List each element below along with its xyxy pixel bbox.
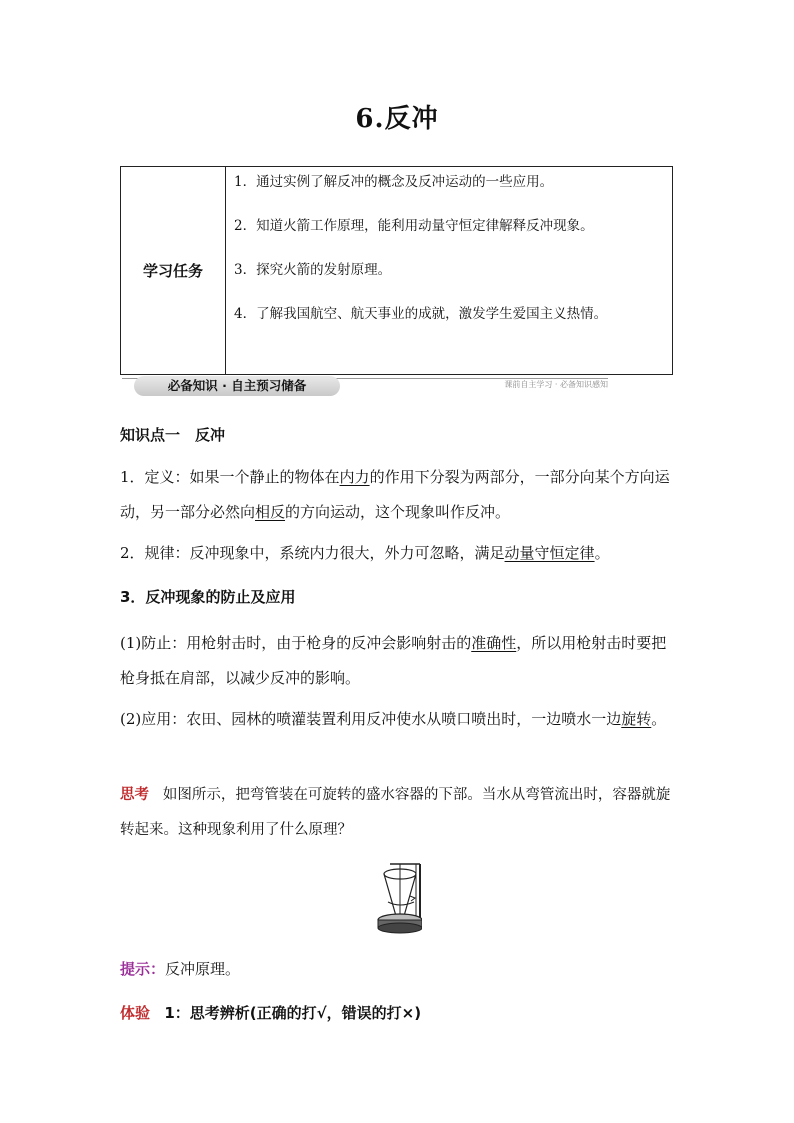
underlined-answer: 内力 bbox=[339, 468, 370, 486]
text-span: 1．定义：如果一个静止的物体在 bbox=[120, 468, 340, 486]
text-span: (1)防止：用枪射击时，由于枪身的反冲会影响射击的 bbox=[120, 634, 472, 652]
underlined-answer: 相反 bbox=[255, 503, 286, 521]
experience-text: 1：思考辨析(正确的打√，错误的打×) bbox=[164, 1004, 422, 1022]
task-list bbox=[226, 167, 672, 374]
text-span: 的作用下分裂为两部分，一部分向某个方向运动，另一部分必然向 bbox=[120, 468, 670, 521]
hint-label: 提示： bbox=[120, 960, 166, 978]
definition-paragraph bbox=[120, 460, 680, 530]
task-item: 1．通过实例了解反冲的概念及反冲运动的一些应用。 bbox=[234, 174, 554, 190]
banner-title: 必备知识 · 自主预习储备 bbox=[134, 376, 340, 396]
section-banner bbox=[122, 376, 608, 398]
learning-task-table bbox=[120, 166, 673, 375]
text-span: ，所以用枪射击时要把枪身抵在肩部，以减少反冲的影响。 bbox=[120, 634, 667, 687]
rotating-container-figure bbox=[374, 858, 422, 934]
task-item: 2．知道火箭工作原理，能利用动量守恒定律解释反冲现象。 bbox=[234, 218, 594, 234]
banner-subtitle: 课前自主学习 · 必备知识感知 bbox=[504, 380, 608, 389]
text-span: 。 bbox=[651, 710, 667, 728]
underlined-answer: 旋转 bbox=[621, 710, 652, 728]
application-paragraph bbox=[120, 702, 680, 737]
page-title: 6.反冲 bbox=[355, 104, 439, 134]
hint-text: 反冲原理。 bbox=[165, 960, 241, 978]
experience-paragraph bbox=[120, 996, 680, 1031]
experience-label: 体验 bbox=[120, 1004, 151, 1022]
think-text: 如图所示，把弯管装在可旋转的盛水容器的下部。当水从弯管流出时，容器就旋转起来。这种现象利用了什么原理？ bbox=[120, 787, 671, 838]
text-span: 的方向运动，这个现象叫作反冲。 bbox=[285, 503, 511, 521]
application-heading: 3．反冲现象的防止及应用 bbox=[120, 588, 296, 606]
text-span: (2)应用：农田、园林的喷灌装置利用反冲使水从喷口喷出时，一边喷水一边 bbox=[120, 710, 622, 728]
task-item: 4．了解我国航空、航天事业的成就，激发学生爱国主义热情。 bbox=[234, 306, 608, 322]
hint-paragraph bbox=[120, 952, 680, 987]
law-paragraph bbox=[120, 536, 680, 571]
underlined-answer: 动量守恒定律 bbox=[504, 544, 595, 562]
prevention-paragraph bbox=[120, 626, 680, 696]
underlined-answer: 准确性 bbox=[471, 634, 517, 652]
text-span: 。 bbox=[594, 544, 610, 562]
task-item: 3．探究火箭的发射原理。 bbox=[234, 262, 392, 278]
knowledge-point-heading: 知识点一 反冲 bbox=[120, 426, 226, 444]
text-span: 2．规律：反冲现象中，系统内力很大，外力可忽略，满足 bbox=[120, 544, 505, 562]
think-label: 思考 bbox=[120, 787, 149, 803]
task-table-label: 学习任务 bbox=[121, 167, 226, 374]
think-paragraph bbox=[120, 778, 680, 848]
